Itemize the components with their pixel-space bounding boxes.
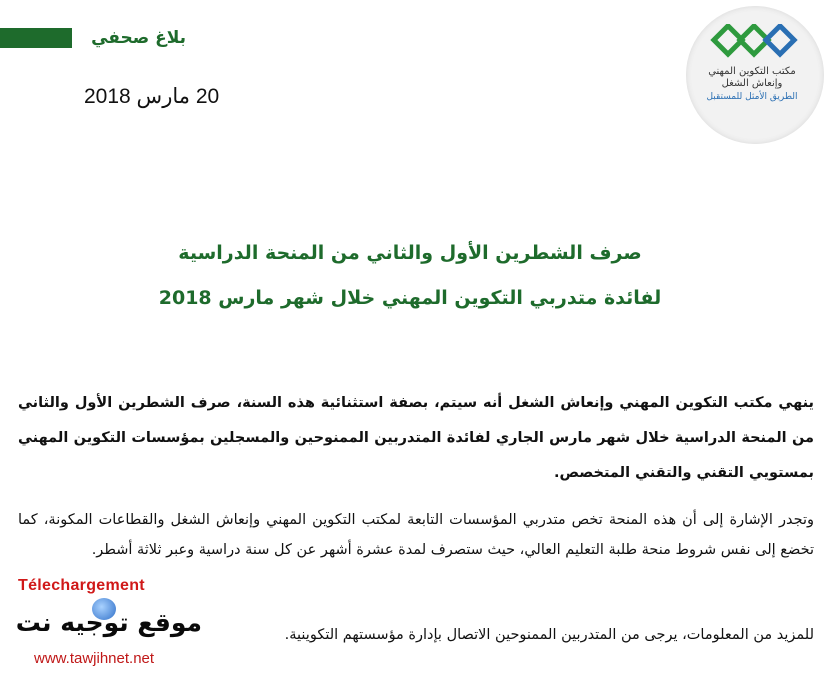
logo-org-line1: مكتب التكوين المهني (708, 66, 796, 77)
body-paragraph-2: وتجدر الإشارة إلى أن هذه المنحة تخص متدربي المؤسسات التابعة لمكتب التكوين المهني وإنعاش الشغل والقطاعات المكونة، كما تخضع إلى نفس شروط منحة طلبة التعليم العالي، حيث ستصرف لمدة عشرة أشهر عن كل سنة دراسية وعبر ثلاثة أشطر. (18, 512, 814, 558)
body-paragraph-1: ينهي مكتب التكوين المهني وإنعاش الشغل أنه سيتم، بصفة استثنائية هذه السنة، صرف الشطرين الأول والثاني من المنحة الدراسية خلال شهر مارس الجاري لفائدة المتدربين الممنوحين والمسجلين بمؤسسات التكوين المهني بمستويي التقني والتقني المتخصص. (18, 395, 814, 481)
watermark-site-name: موقع توجيه نت (15, 608, 202, 637)
ofppt-logo (686, 6, 824, 144)
logo-slogan: الطريق الأمثل للمستقبل (706, 92, 798, 102)
body-paragraph-3: للمزيد من المعلومات، يرجى من المتدربين الممنوحين الاتصال بإدارة مؤسستهم التكوينية. (284, 627, 814, 643)
header-accent-bar (0, 28, 72, 48)
watermark-url[interactable]: www.tawjihnet.net (34, 650, 155, 667)
press-release-label: بلاغ صحفي (91, 28, 186, 48)
headline-line1: صرف الشطرين الأول والثاني من المنحة الدراسية (178, 242, 642, 264)
logo-diamonds-icon (710, 24, 800, 64)
headline-line2: لفائدة متدربي التكوين المهني خلال شهر مارس 2018 (158, 287, 662, 309)
site-watermark (6, 572, 206, 672)
document-date: 20 مارس 2018 (84, 85, 220, 108)
watermark-download-label: Télechargement (18, 577, 145, 594)
logo-org-line2: وإنعاش الشغل (721, 78, 783, 89)
